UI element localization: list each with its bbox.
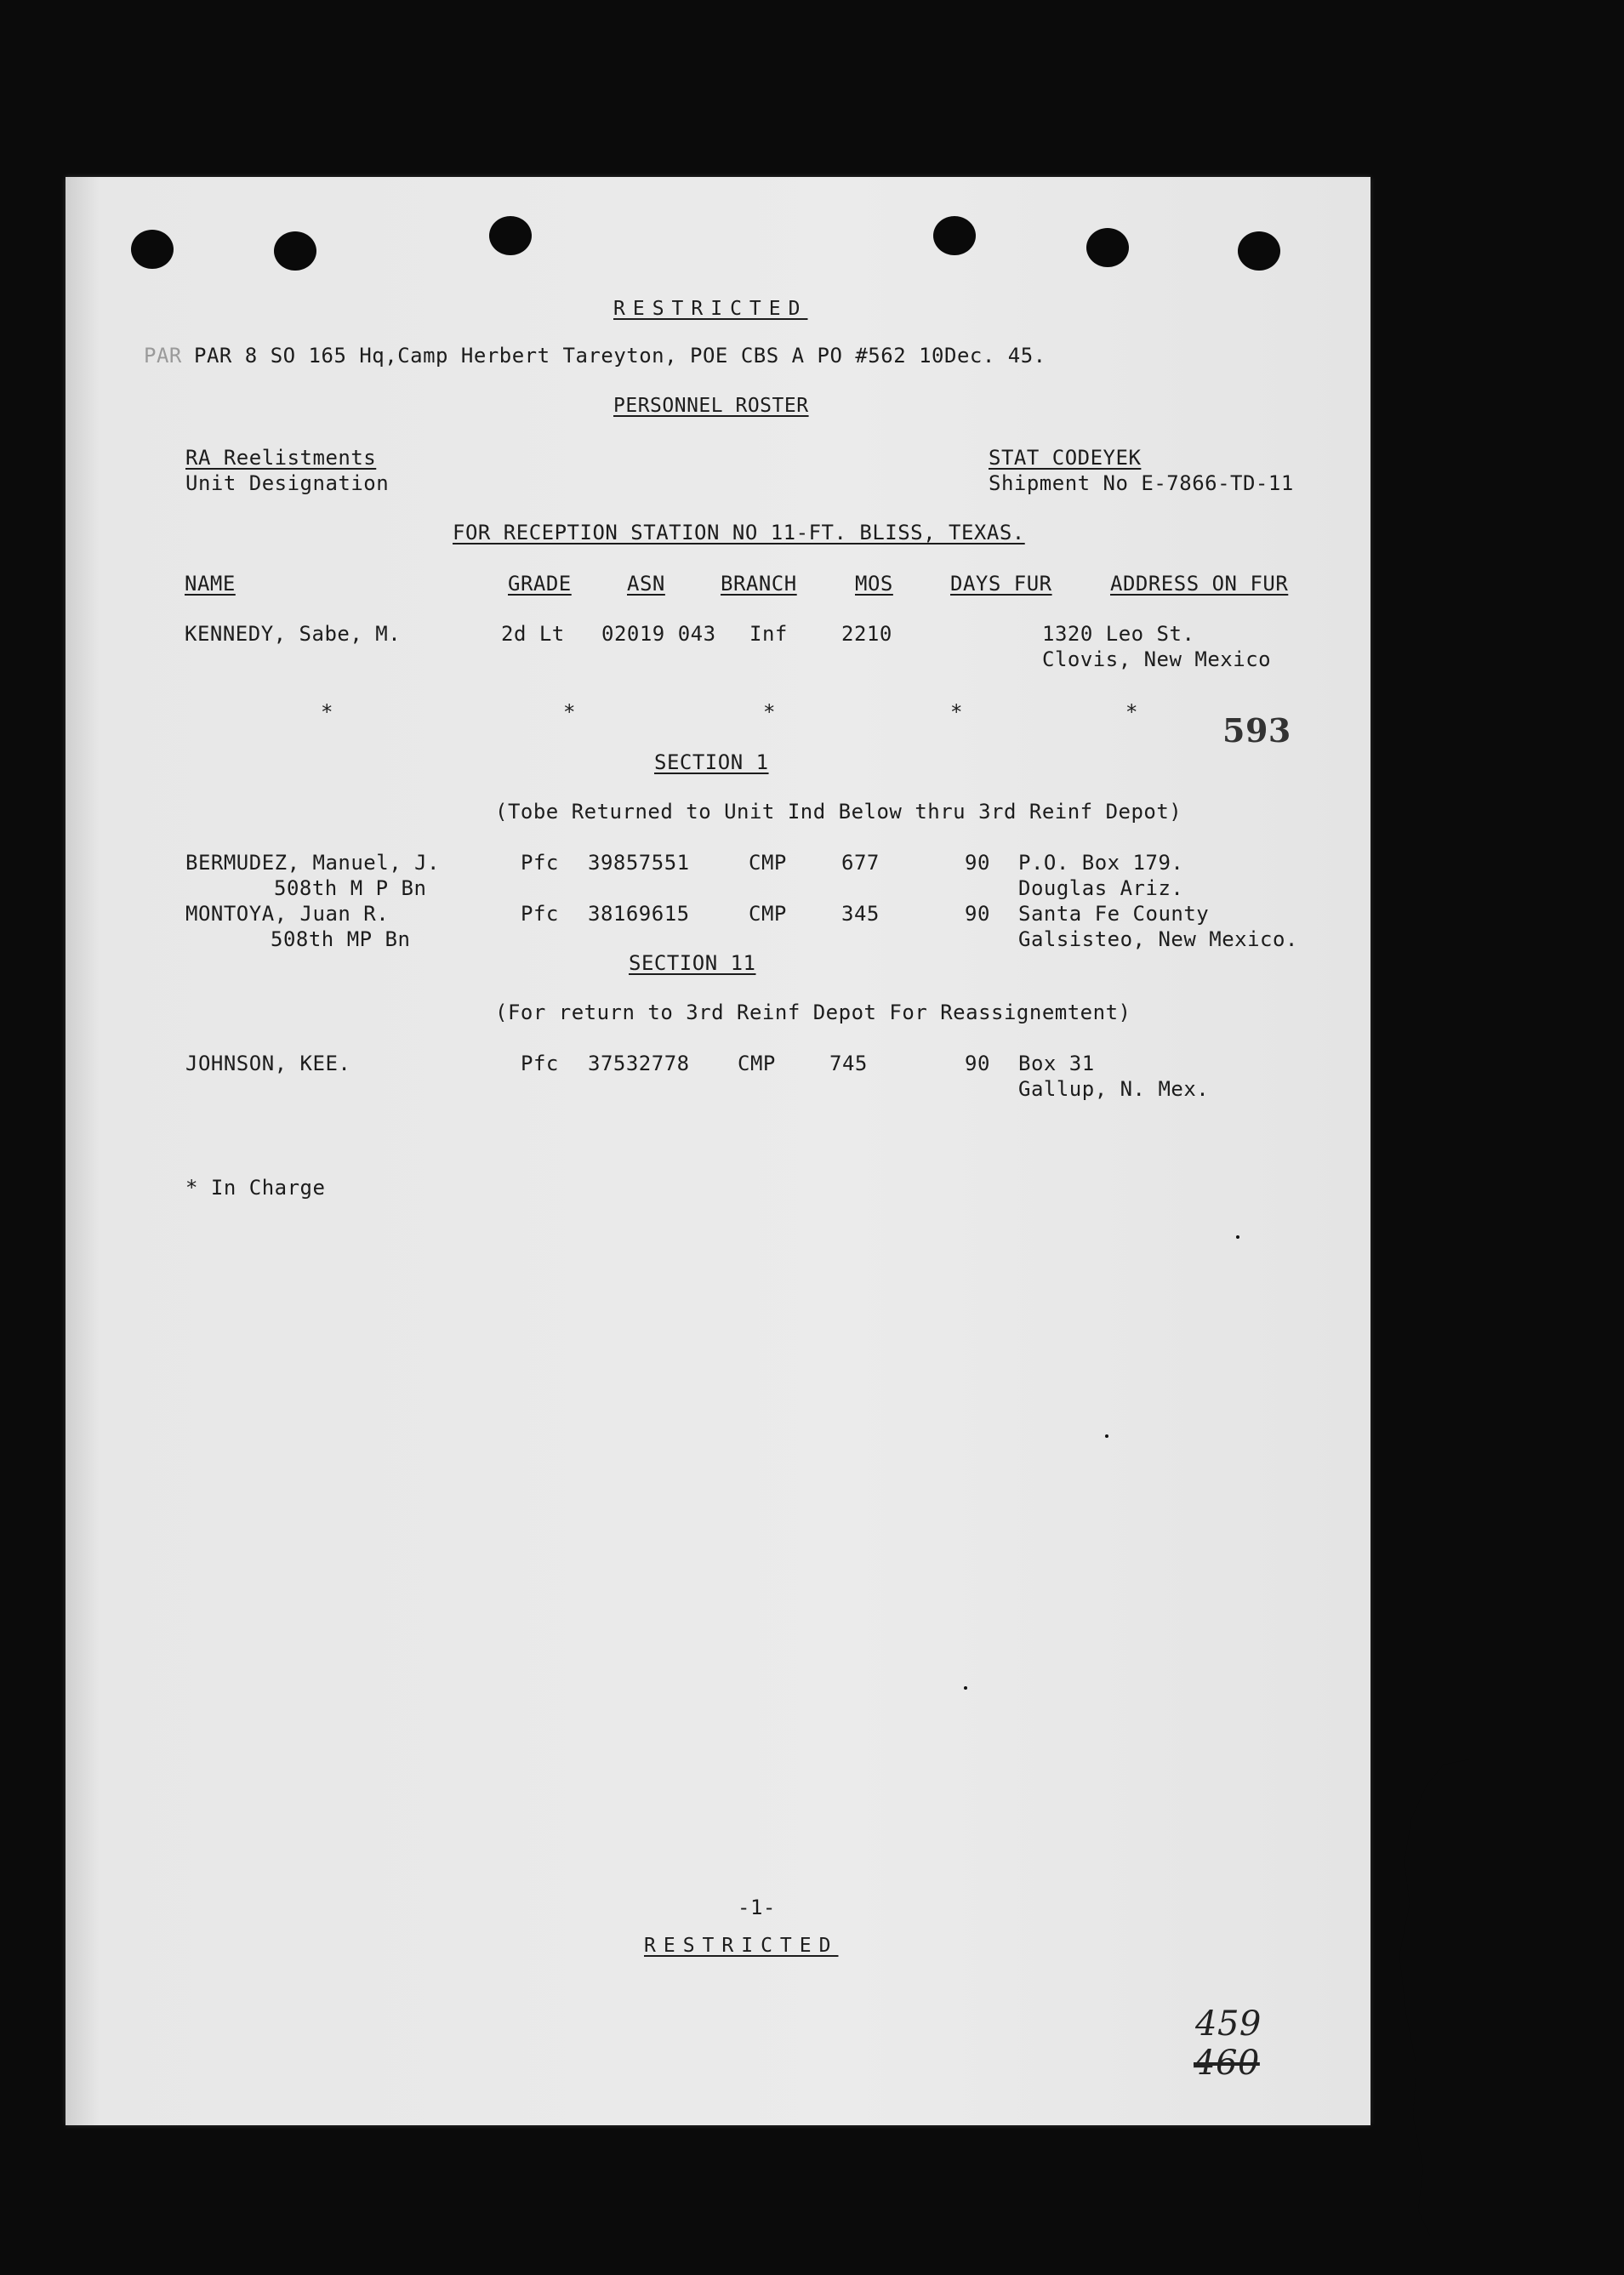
officer-grade: 2d Lt bbox=[501, 622, 565, 646]
punch-hole bbox=[1086, 228, 1129, 267]
unit-line-1: RA Reelistments bbox=[185, 446, 377, 470]
col-branch: BRANCH bbox=[721, 572, 797, 596]
row-name: MONTOYA, Juan R. bbox=[185, 902, 390, 926]
row-days: 90 bbox=[965, 902, 990, 926]
section-1-title: SECTION 1 bbox=[654, 750, 769, 774]
row-address-1: Santa Fe County bbox=[1018, 902, 1210, 926]
row-address-1: P.O. Box 179. bbox=[1018, 851, 1184, 875]
section-2-title: SECTION 11 bbox=[629, 951, 756, 975]
col-address: ADDRESS ON FUR bbox=[1110, 572, 1289, 596]
unit-line-2: Unit Designation bbox=[185, 471, 390, 495]
col-asn: ASN bbox=[627, 572, 665, 596]
row-unit: 508th MP Bn bbox=[271, 927, 411, 951]
row-address-2: Douglas Ariz. bbox=[1018, 876, 1184, 900]
row-grade: Pfc bbox=[521, 851, 559, 875]
officer-address-2: Clovis, New Mexico bbox=[1042, 647, 1272, 671]
restricted-footer: RESTRICTED bbox=[644, 1935, 839, 1957]
col-name: NAME bbox=[185, 572, 236, 596]
row-address-2: Gallup, N. Mex. bbox=[1018, 1077, 1210, 1101]
row-days: 90 bbox=[965, 1052, 990, 1075]
orders-line: PAR 8 SO 165 Hq,Camp Herbert Tareyton, POE CBS A PO #562 10Dec. 45. bbox=[194, 344, 1046, 368]
row-unit: 508th M P Bn bbox=[274, 876, 427, 900]
ink-speck bbox=[1236, 1235, 1239, 1239]
star-separator: * bbox=[563, 700, 576, 724]
page-stamp-number: 593 bbox=[1222, 711, 1291, 750]
row-address-2: Galsisteo, New Mexico. bbox=[1018, 927, 1298, 951]
ink-speck bbox=[964, 1686, 967, 1690]
section-1-note: (Tobe Returned to Unit Ind Below thru 3rd Reinf Depot) bbox=[495, 800, 1182, 824]
shipment-number: Shipment No E-7866-TD-11 bbox=[989, 471, 1294, 495]
torn-edge bbox=[1393, 1759, 1469, 2236]
reception-station: FOR RECEPTION STATION NO 11-FT. BLISS, TEXAS. bbox=[453, 521, 1025, 545]
punch-hole bbox=[274, 231, 316, 271]
star-separator: * bbox=[763, 700, 776, 724]
row-asn: 37532778 bbox=[588, 1052, 690, 1075]
row-asn: 39857551 bbox=[588, 851, 690, 875]
ink-speck bbox=[1105, 1434, 1108, 1438]
star-separator: * bbox=[950, 700, 963, 724]
row-days: 90 bbox=[965, 851, 990, 875]
row-mos: 745 bbox=[829, 1052, 868, 1075]
row-branch: CMP bbox=[738, 1052, 776, 1075]
punch-hole bbox=[489, 216, 532, 255]
star-separator: * bbox=[321, 700, 333, 724]
col-days-fur: DAYS FUR bbox=[950, 572, 1052, 596]
officer-branch: Inf bbox=[749, 622, 788, 646]
row-mos: 345 bbox=[841, 902, 880, 926]
punch-hole bbox=[1238, 231, 1280, 271]
orders-prefix: PAR bbox=[144, 344, 182, 368]
roster-title: PERSONNEL ROSTER bbox=[613, 395, 809, 417]
col-mos: MOS bbox=[855, 572, 893, 596]
footnote: * In Charge bbox=[185, 1176, 326, 1200]
star-separator: * bbox=[1125, 700, 1138, 724]
officer-address-1: 1320 Leo St. bbox=[1042, 622, 1195, 646]
row-name: BERMUDEZ, Manuel, J. bbox=[185, 851, 440, 875]
document-page bbox=[66, 177, 1370, 2125]
row-branch: CMP bbox=[749, 902, 787, 926]
officer-name: KENNEDY, Sabe, M. bbox=[185, 622, 402, 646]
row-asn: 38169615 bbox=[588, 902, 690, 926]
row-grade: Pfc bbox=[521, 1052, 559, 1075]
row-mos: 677 bbox=[841, 851, 880, 875]
officer-asn: 02019 043 bbox=[601, 622, 716, 646]
row-name: JOHNSON, KEE. bbox=[185, 1052, 351, 1075]
handwritten-number: 459 bbox=[1195, 2004, 1262, 2044]
punch-hole bbox=[131, 230, 174, 269]
page-number: -1- bbox=[738, 1896, 776, 1919]
handwritten-number: 460 bbox=[1194, 2044, 1260, 2083]
punch-hole bbox=[933, 216, 976, 255]
stat-code: STAT CODEYEK bbox=[989, 446, 1142, 470]
row-branch: CMP bbox=[749, 851, 787, 875]
col-grade: GRADE bbox=[508, 572, 572, 596]
row-address-1: Box 31 bbox=[1018, 1052, 1095, 1075]
restricted-header: RESTRICTED bbox=[613, 298, 808, 320]
row-grade: Pfc bbox=[521, 902, 559, 926]
section-2-note: (For return to 3rd Reinf Depot For Reassignemtent) bbox=[495, 1001, 1131, 1024]
officer-mos: 2210 bbox=[841, 622, 892, 646]
